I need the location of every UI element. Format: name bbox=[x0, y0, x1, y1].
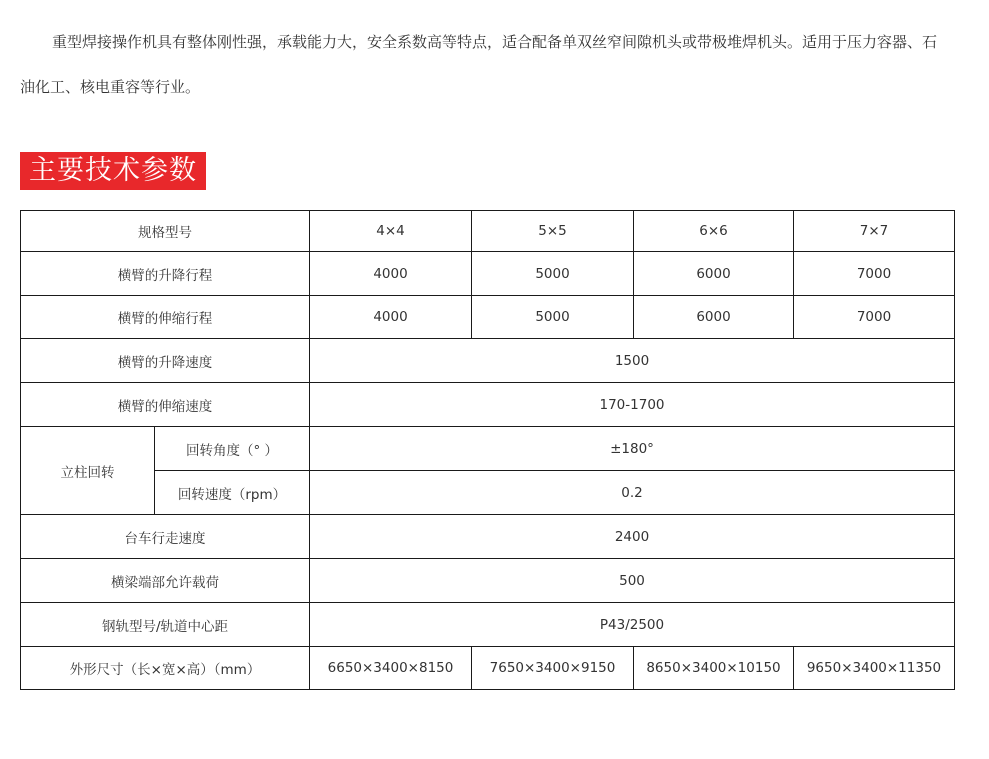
lift-stroke-value-1: 4000 bbox=[310, 252, 472, 296]
model-value-2: 5×5 bbox=[472, 211, 634, 252]
intro-paragraph: 重型焊接操作机具有整体刚性强，承载能力大，安全系数高等特点，适合配备单双丝窄间隙机头或带极堆焊机头。适用于压力容器、石油化工、核电重容等行业。 bbox=[20, 33, 938, 96]
spec-table bbox=[20, 210, 955, 690]
row-dimensions bbox=[21, 647, 955, 690]
lift-stroke-value-2: 5000 bbox=[472, 252, 634, 296]
label-rotation-angle: 回转角度（° ） bbox=[155, 427, 310, 471]
label-extend-stroke: 横臂的伸缩行程 bbox=[21, 296, 310, 339]
rotation-angle-value: ±180° bbox=[310, 427, 955, 471]
dimensions-value-2: 7650×3400×9150 bbox=[472, 647, 634, 690]
beam-load-value: 500 bbox=[310, 559, 955, 603]
trolley-speed-value: 2400 bbox=[310, 515, 955, 559]
extend-speed-value: 170-1700 bbox=[310, 383, 955, 427]
row-model bbox=[21, 211, 955, 252]
extend-stroke-value-1: 4000 bbox=[310, 296, 472, 339]
rail-value: P43/2500 bbox=[310, 603, 955, 647]
lift-stroke-value-4: 7000 bbox=[794, 252, 955, 296]
model-value-3: 6×6 bbox=[634, 211, 794, 252]
label-beam-load: 横梁端部允许载荷 bbox=[21, 559, 310, 603]
model-value-1: 4×4 bbox=[310, 211, 472, 252]
label-trolley-speed: 台车行走速度 bbox=[21, 515, 310, 559]
row-lift-speed bbox=[21, 339, 955, 383]
label-lift-stroke: 横臂的升降行程 bbox=[21, 252, 310, 296]
extend-stroke-value-2: 5000 bbox=[472, 296, 634, 339]
label-rail: 钢轨型号/轨道中心距 bbox=[21, 603, 310, 647]
rotation-speed-value: 0.2 bbox=[310, 471, 955, 515]
label-lift-speed: 横臂的升降速度 bbox=[21, 339, 310, 383]
extend-stroke-value-3: 6000 bbox=[634, 296, 794, 339]
label-extend-speed: 横臂的伸缩速度 bbox=[21, 383, 310, 427]
row-trolley-speed bbox=[21, 515, 955, 559]
row-rotation-angle bbox=[21, 427, 955, 471]
lift-stroke-value-3: 6000 bbox=[634, 252, 794, 296]
row-lift-stroke bbox=[21, 252, 955, 296]
label-dimensions: 外形尺寸（长×宽×高）（mm） bbox=[21, 647, 310, 690]
row-extend-stroke bbox=[21, 296, 955, 339]
dimensions-value-1: 6650×3400×8150 bbox=[310, 647, 472, 690]
extend-stroke-value-4: 7000 bbox=[794, 296, 955, 339]
dimensions-value-3: 8650×3400×10150 bbox=[634, 647, 794, 690]
label-column-rotation: 立柱回转 bbox=[21, 427, 155, 515]
label-rotation-speed: 回转速度（rpm） bbox=[155, 471, 310, 515]
model-value-4: 7×7 bbox=[794, 211, 955, 252]
row-beam-load bbox=[21, 559, 955, 603]
row-rotation-speed bbox=[21, 471, 955, 515]
row-rail bbox=[21, 603, 955, 647]
label-model: 规格型号 bbox=[21, 211, 310, 252]
section-title: 主要技术参数 bbox=[20, 152, 206, 190]
row-extend-speed bbox=[21, 383, 955, 427]
dimensions-value-4: 9650×3400×11350 bbox=[794, 647, 955, 690]
lift-speed-value: 1500 bbox=[310, 339, 955, 383]
